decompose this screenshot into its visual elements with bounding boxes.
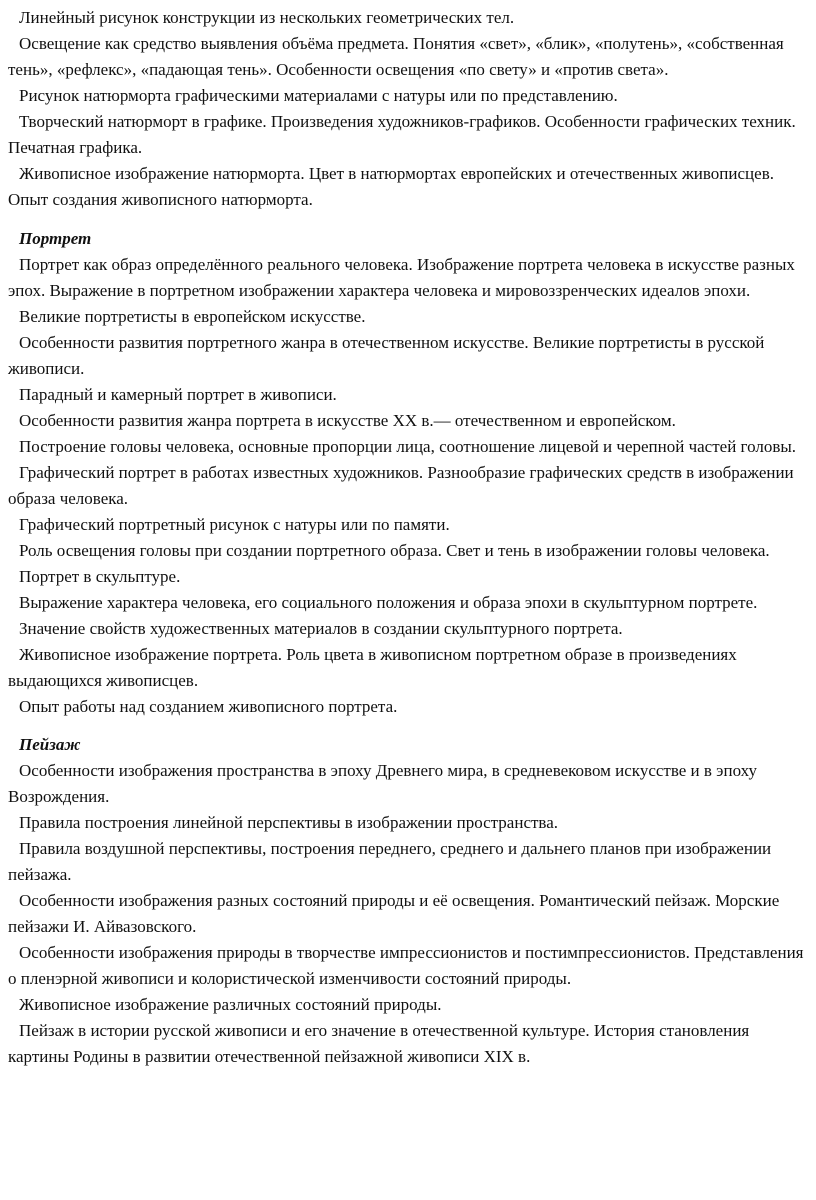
paragraph: Особенности изображения разных состояний природы и её освещения. Романтический пейзаж. Морские пейзажи И. Айвазовского.: [8, 891, 780, 936]
paragraph: Живописное изображение натюрморта. Цвет в натюрмортах европейских и отечественных живописцев. Опыт создания живописного натюрморта.: [8, 164, 774, 209]
section-heading-landscape: Пейзаж: [19, 735, 81, 754]
paragraph: Особенности развития жанра портрета в искусстве XX в.— отечественном и европейском.: [19, 411, 676, 430]
landscape-section: [8, 732, 808, 1070]
paragraph: Портрет как образ определённого реального человека. Изображение портрета человека в искусстве разных эпох. Выражение в портретном изображении характера человека и мировоззренческих идеалов эпохи.: [8, 255, 795, 300]
paragraph: Правила воздушной перспективы, построения переднего, среднего и дальнего планов при изображении пейзажа.: [8, 839, 772, 884]
paragraph: Построение головы человека, основные пропорции лица, соотношение лицевой и черепной частей головы.: [19, 437, 797, 456]
paragraph: Освещение как средство выявления объёма предмета. Понятия «свет», «блик», «полутень», «собственная тень», «рефлекс», «падающая тень». Особенности освещения «по свету» и «против света».: [8, 34, 784, 79]
portrait-section: [8, 226, 808, 720]
paragraph: Живописное изображение портрета. Роль цвета в живописном портретном образе в произведениях выдающихся живописцев.: [8, 645, 737, 690]
paragraph: Значение свойств художественных материалов в создании скульптурного портрета.: [19, 619, 623, 638]
paragraph: Опыт работы над созданием живописного портрета.: [19, 697, 398, 716]
paragraph: Графический портретный рисунок с натуры или по памяти.: [19, 515, 450, 534]
paragraph: Творческий натюрморт в графике. Произведения художников-графиков. Особенности графических техник. Печатная графика.: [8, 112, 796, 157]
paragraph: Графический портрет в работах известных художников. Разнообразие графических средств в изображении образа человека.: [8, 463, 794, 508]
paragraph: Рисунок натюрморта графическими материалами с натуры или по представлению.: [19, 86, 618, 105]
paragraph: Особенности изображения пространства в эпоху Древнего мира, в средневековом искусстве и в эпоху Возрождения.: [8, 761, 758, 806]
paragraph: Пейзаж в истории русской живописи и его значение в отечественной культуре. История становления картины Родины в развитии отечественной пейзажной живописи XIX в.: [8, 1021, 750, 1066]
paragraph: Портрет в скульптуре.: [19, 567, 181, 586]
paragraph: Парадный и камерный портрет в живописи.: [19, 385, 337, 404]
section-heading-portrait: Портрет: [19, 229, 92, 248]
paragraph: Роль освещения головы при создании портретного образа. Свет и тень в изображении головы человека.: [19, 541, 770, 560]
intro-section: [8, 5, 808, 213]
paragraph: Особенности развития портретного жанра в отечественном искусстве. Великие портретисты в русской живописи.: [8, 333, 765, 378]
paragraph: Великие портретисты в европейском искусстве.: [19, 307, 366, 326]
paragraph: Живописное изображение различных состояний природы.: [19, 995, 442, 1014]
paragraph: Линейный рисунок конструкции из нескольких геометрических тел.: [19, 8, 515, 27]
paragraph: Выражение характера человека, его социального положения и образа эпохи в скульптурном портрете.: [19, 593, 758, 612]
paragraph: Особенности изображения природы в творчестве импрессионистов и постимпрессионистов. Представления о пленэрной живописи и колористической изменчивости состояний природы.: [8, 943, 804, 988]
paragraph: Правила построения линейной перспективы в изображении пространства.: [19, 813, 559, 832]
